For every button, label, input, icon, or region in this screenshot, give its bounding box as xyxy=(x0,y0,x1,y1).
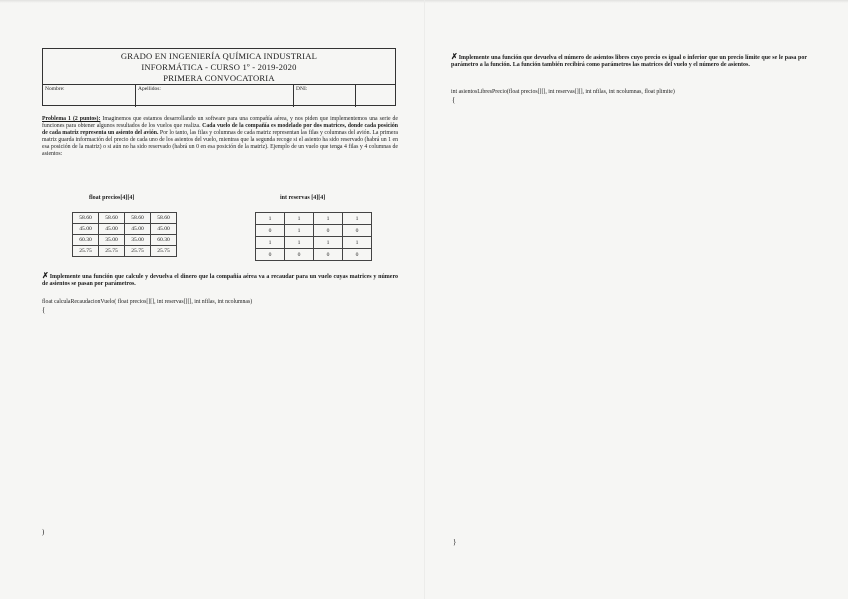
reservas-cell: 1 xyxy=(314,237,343,249)
precios-cell: 45.00 xyxy=(151,224,177,235)
precios-cell: 25.75 xyxy=(125,246,151,257)
reservas-cell: 0 xyxy=(285,249,314,261)
reservas-cell: 1 xyxy=(256,237,285,249)
reservas-cell: 0 xyxy=(314,249,343,261)
task-2-close-brace: } xyxy=(453,538,457,546)
precios-row xyxy=(73,224,177,235)
nombre-field[interactable] xyxy=(43,85,136,107)
precios-cell: 60.30 xyxy=(151,235,177,246)
problem-text-1: Imaginemos que estamos desarrollando un software para una compañía aérea, y nos piden que implementemos una serie de funciones para obtener algunos resultados de los vuelos que realiza. xyxy=(42,116,398,129)
dni-label: DNI: xyxy=(296,86,308,92)
reservas-cell: 1 xyxy=(343,213,372,225)
precios-cell: 25.75 xyxy=(99,246,125,257)
problem-heading: Problema 1 (2 puntos): xyxy=(42,116,101,122)
grade-cell xyxy=(356,85,397,107)
reservas-cell: 1 xyxy=(285,225,314,237)
apellidos-label: Apellidos: xyxy=(138,86,161,92)
precios-cell: 25.75 xyxy=(73,246,99,257)
precios-cell: 35.00 xyxy=(99,235,125,246)
precios-row xyxy=(73,235,177,246)
task-1-open-brace: { xyxy=(42,306,46,314)
precios-cell: 35.00 xyxy=(125,235,151,246)
precios-cell: 45.00 xyxy=(99,224,125,235)
precios-caption: float precios[4][4] xyxy=(89,195,135,201)
task-2-text: Implemente una función que devuelva el número de asientos libres cuyo precio es igual o inferior que un precio límite que se le pasa por parámetro a la función. La función también recibirá como parámetros las matrices del vuelo y el número de asientos. xyxy=(451,55,807,69)
reservas-cell: 1 xyxy=(343,237,372,249)
reservas-row xyxy=(256,249,372,261)
reservas-cell: 0 xyxy=(256,249,285,261)
task-2-open-brace: { xyxy=(452,96,456,104)
reservas-cell: 1 xyxy=(285,213,314,225)
task-1-signature: float calculaRecaudacionVuelo( float precios[][], int reservas[][], int nfilas, int ncolumnas) xyxy=(42,299,253,305)
precios-cell: 45.00 xyxy=(125,224,151,235)
reservas-cell: 1 xyxy=(314,213,343,225)
precios-matrix xyxy=(72,212,177,257)
reservas-cell: 0 xyxy=(256,225,285,237)
precios-cell: 58.60 xyxy=(151,213,177,224)
precios-row xyxy=(73,246,177,257)
task-1-text: Implemente una función que calcule y devuelva el dinero que la compañía aérea va a recaudar para un vuelo cuyas matrices y número de asientos se pasan por parámetros. xyxy=(42,274,398,288)
precios-cell: 25.75 xyxy=(151,246,177,257)
problem-statement xyxy=(42,116,398,157)
precios-cell: 60.30 xyxy=(73,235,99,246)
reservas-row xyxy=(256,237,372,249)
reservas-cell: 0 xyxy=(314,225,343,237)
reservas-cell: 1 xyxy=(285,237,314,249)
apellidos-field[interactable] xyxy=(136,85,294,107)
precios-cell: 45.00 xyxy=(73,224,99,235)
precios-cell: 58.60 xyxy=(73,213,99,224)
header-course: INFORMÁTICA - CURSO 1º - 2019-2020 xyxy=(141,62,297,72)
nombre-label: Nombre: xyxy=(45,86,65,92)
task-2-statement xyxy=(451,53,807,70)
cross-mark-icon: ✗ xyxy=(451,52,458,61)
exam-header xyxy=(42,48,396,106)
page-fold xyxy=(424,0,425,599)
reservas-caption: int reservas [4][4] xyxy=(280,195,326,201)
reservas-row xyxy=(256,213,372,225)
reservas-cell: 0 xyxy=(343,249,372,261)
precios-cell: 58.60 xyxy=(99,213,125,224)
header-convocatoria: PRIMERA CONVOCATORIA xyxy=(163,73,275,83)
task-1-statement xyxy=(42,272,398,289)
problem-bold: Cada vuelo de la compañía es modelado por dos matrices, donde cada posición de cada matriz representa un asiento del avión. xyxy=(42,122,398,136)
problem-text-2: Por lo tanto, las filas y columnas de cada matriz representan las filas y columnas del avión. La primera matriz guarda información del precio de cada uno de los asientos del vuelo, mientras que la segunda recoge si el asiento ha sido reservado (habrá un 1 en esa posición de la matriz) o si aún no ha sido reservado (habrá un 0 en esa posición de la matriz). Ejemplo de un vuelo que tenga 4 filas y 4 columnas de asientos: xyxy=(42,129,398,157)
header-title xyxy=(43,49,395,84)
task-2-signature: int asientosLibresPrecio(float precios[][], int reservas[][], int nfilas, int ncolumnas, float plimite) xyxy=(451,89,675,95)
student-info-row xyxy=(43,84,395,107)
reservas-cell: 1 xyxy=(256,213,285,225)
reservas-matrix xyxy=(255,212,372,261)
header-degree: GRADO EN INGENIERÍA QUÍMICA INDUSTRIAL xyxy=(120,51,318,61)
dni-field[interactable] xyxy=(294,85,356,107)
reservas-cell: 0 xyxy=(343,225,372,237)
precios-cell: 58.60 xyxy=(125,213,151,224)
cross-mark-icon: ✗ xyxy=(42,271,49,280)
precios-row xyxy=(73,213,177,224)
task-1-close-brace: ) xyxy=(42,528,45,536)
reservas-row xyxy=(256,225,372,237)
